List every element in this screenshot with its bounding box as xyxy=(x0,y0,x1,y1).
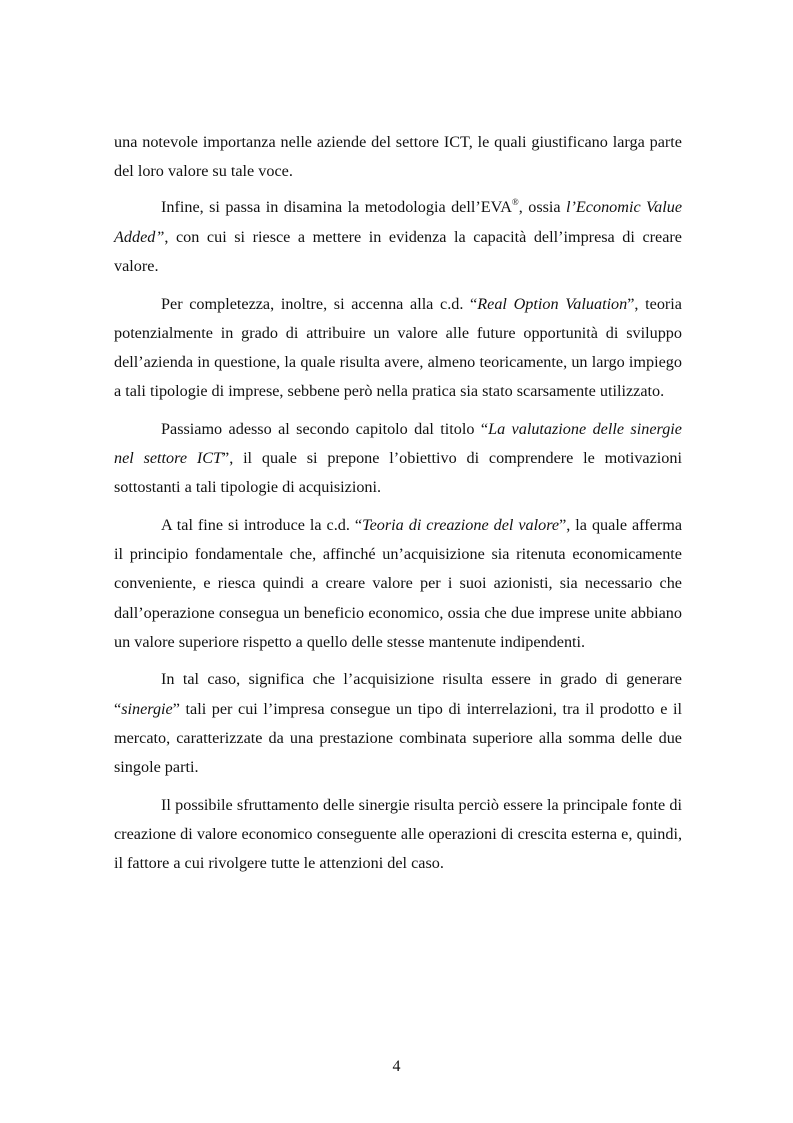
document-body xyxy=(114,128,682,878)
paragraph-5 xyxy=(114,511,682,657)
paragraph-5-italic: Teoria di creazione del valore xyxy=(362,515,560,534)
paragraph-4-italic: La valutazione delle sinergie nel settore ICT xyxy=(114,419,682,468)
paragraph-6-italic: sinergie xyxy=(121,699,173,718)
paragraph-4-text-a: Passiamo adesso al secondo capitolo dal titolo “ xyxy=(161,419,489,438)
paragraph-6 xyxy=(114,665,682,782)
registered-mark: ® xyxy=(511,197,519,208)
paragraph-5-text-c: ”, la quale afferma il principio fondamentale che, affinché un’acquisizione sia ritenuta economicamente conveniente, e riesca quindi a creare valore per i suoi azionisti, sia necessario che dall’operazione consegua un beneficio economico, ossia che due imprese unite abbiano un valore superiore rispetto a quello delle stesse mantenute indipendenti. xyxy=(114,515,683,651)
paragraph-3 xyxy=(114,290,682,407)
paragraph-3-text-c: ”, teoria potenzialmente in grado di attribuire un valore alle future opportunità di sviluppo dell’azienda in questione, la quale risulta avere, almeno teoricamente, un largo impiego a tali tipologie di imprese, sebbene però nella pratica sia stato scarsamente utilizzato. xyxy=(114,294,682,401)
paragraph-3-italic: Real Option Valuation xyxy=(477,294,628,313)
paragraph-7-text: Il possibile sfruttamento delle sinergie risulta perciò essere la principale fonte di creazione di valore economico conseguente alle operazioni di crescita esterna e, quindi, il fattore a cui rivolgere tutte le attenzioni del caso. xyxy=(114,795,682,873)
paragraph-2 xyxy=(114,193,682,281)
paragraph-5-text-a: A tal fine si introduce la c.d. “ xyxy=(161,515,363,534)
paragraph-4 xyxy=(114,415,682,503)
page-number: 4 xyxy=(392,1058,401,1075)
paragraph-7 xyxy=(114,791,682,879)
paragraph-6-text-c: ” tali per cui l’impresa consegue un tipo di interrelazioni, tra il prodotto e il mercato, caratterizzate da una prestazione combinata superiore alla somma delle due singole parti. xyxy=(114,699,682,777)
paragraph-1-text: una notevole importanza nelle aziende del settore ICT, le quali giustificano larga parte del loro valore su tale voce. xyxy=(114,133,682,181)
paragraph-2-italic: l’Economic Value Added” xyxy=(114,198,683,246)
paragraph-4-text-c: ”, il quale si prepone l’obiettivo di comprendere le motivazioni sottostanti a tali tipologie di acquisizioni. xyxy=(114,449,682,497)
paragraph-2-text-a: Infine, si passa in disamina la metodologia dell’EVA xyxy=(161,198,512,217)
paragraph-2-text-d: , con cui si riesce a mettere in evidenza la capacità dell’impresa di creare valore. xyxy=(114,227,682,275)
paragraph-1 xyxy=(114,128,682,186)
paragraph-3-text-a: Per completezza, inoltre, si accenna alla c.d. “ xyxy=(161,294,478,313)
paragraph-2-text-b: , ossia xyxy=(518,198,567,217)
paragraph-6-text-a: In tal caso, significa che l’acquisizione risulta essere in grado di generare “ xyxy=(114,670,682,718)
